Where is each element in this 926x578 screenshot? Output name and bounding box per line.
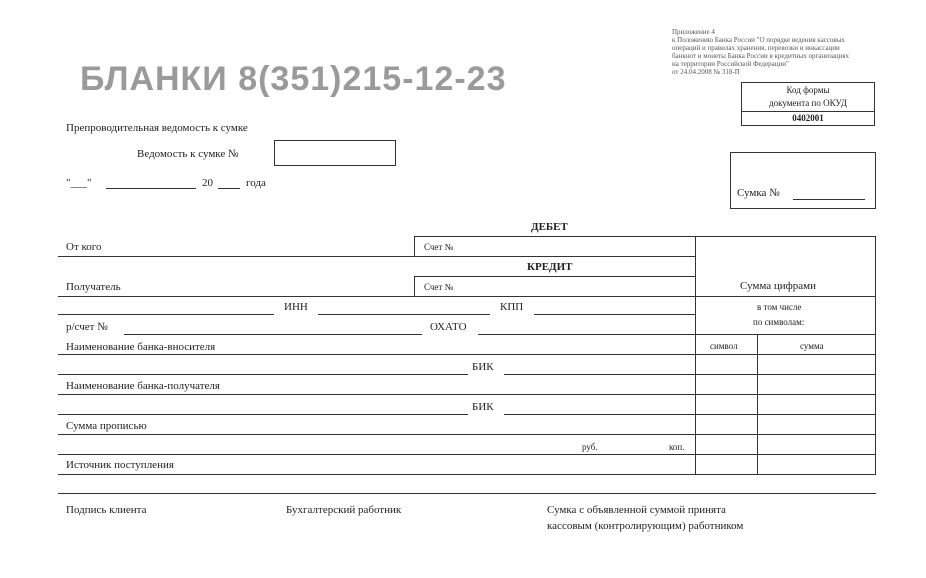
client-signature-label: Подпись клиента: [66, 504, 147, 516]
accountant-signature-label: Бухгалтерский работник: [286, 504, 402, 516]
form-title: Препроводительная ведомость к сумке: [66, 122, 248, 134]
bank-sender-label: Наименование банка-вносителя: [66, 341, 216, 353]
sumka-box: [730, 152, 876, 209]
appendix-line: Приложение 4: [672, 28, 715, 36]
bik-sender-label: БИК: [472, 361, 494, 373]
appendix-line: к Положению Банка России "О порядке ведения кассовых: [672, 36, 845, 44]
appendix-line: на территории Российской Федерации": [672, 60, 789, 68]
kpp-label: КПП: [500, 301, 524, 313]
okud-label: Код формы: [786, 85, 830, 95]
inn-label: ИНН: [284, 301, 308, 313]
rschet-label: р/счет №: [66, 321, 108, 333]
v-tom-chisle-label: в том числе: [757, 302, 802, 312]
vedomost-number-field[interactable]: [274, 140, 396, 166]
date-year: 20: [202, 177, 213, 189]
okato-label: ОХАТО: [430, 321, 467, 333]
summa-header: сумма: [800, 341, 824, 351]
watermark-text: БЛАНКИ 8(351)215-12-23: [80, 60, 507, 98]
simvol-header: символ: [710, 341, 738, 351]
okud-box: [741, 82, 875, 126]
sumka-label: Сумка №: [737, 187, 780, 199]
kredit-header: КРЕДИТ: [527, 261, 573, 273]
summa-ciframi-label: Сумма цифрами: [740, 280, 817, 292]
debet-header: ДЕБЕТ: [531, 221, 568, 233]
cash-worker-label: кассовым (контролирующим) работником: [547, 520, 744, 532]
date-god: года: [246, 177, 266, 189]
schet-kredit-label: Счет №: [424, 282, 454, 292]
po-simvolam-label: по символам:: [753, 317, 805, 327]
summa-propisyu-label: Сумма прописью: [66, 420, 147, 432]
bank-recipient-label: Наименование банка-получателя: [66, 380, 220, 392]
istochnik-label: Источник поступления: [66, 459, 174, 471]
rub-label: руб.: [582, 442, 598, 452]
poluchatel-label: Получатель: [66, 281, 121, 293]
kop-label: коп.: [669, 442, 685, 452]
appendix-line: от 24.04.2008 № 318-П: [672, 68, 740, 76]
okud-code: 0402001: [792, 113, 824, 123]
okud-label: документа по ОКУД: [769, 98, 847, 108]
schet-debet-label: Счет №: [424, 242, 454, 252]
date-day: "___": [66, 177, 92, 189]
ot-kogo-label: От кого: [66, 241, 102, 253]
cash-worker-label: Сумка с объявленной суммой принята: [547, 504, 726, 516]
vedomost-label: Ведомость к сумке №: [137, 148, 239, 160]
appendix-line: банкнот и монеты Банка России в кредитных организациях: [672, 52, 850, 60]
appendix-line: операций и правилах хранения, перевозки и инкассации: [672, 44, 840, 52]
appendix-note: [672, 28, 849, 76]
bik-recipient-label: БИК: [472, 401, 494, 413]
